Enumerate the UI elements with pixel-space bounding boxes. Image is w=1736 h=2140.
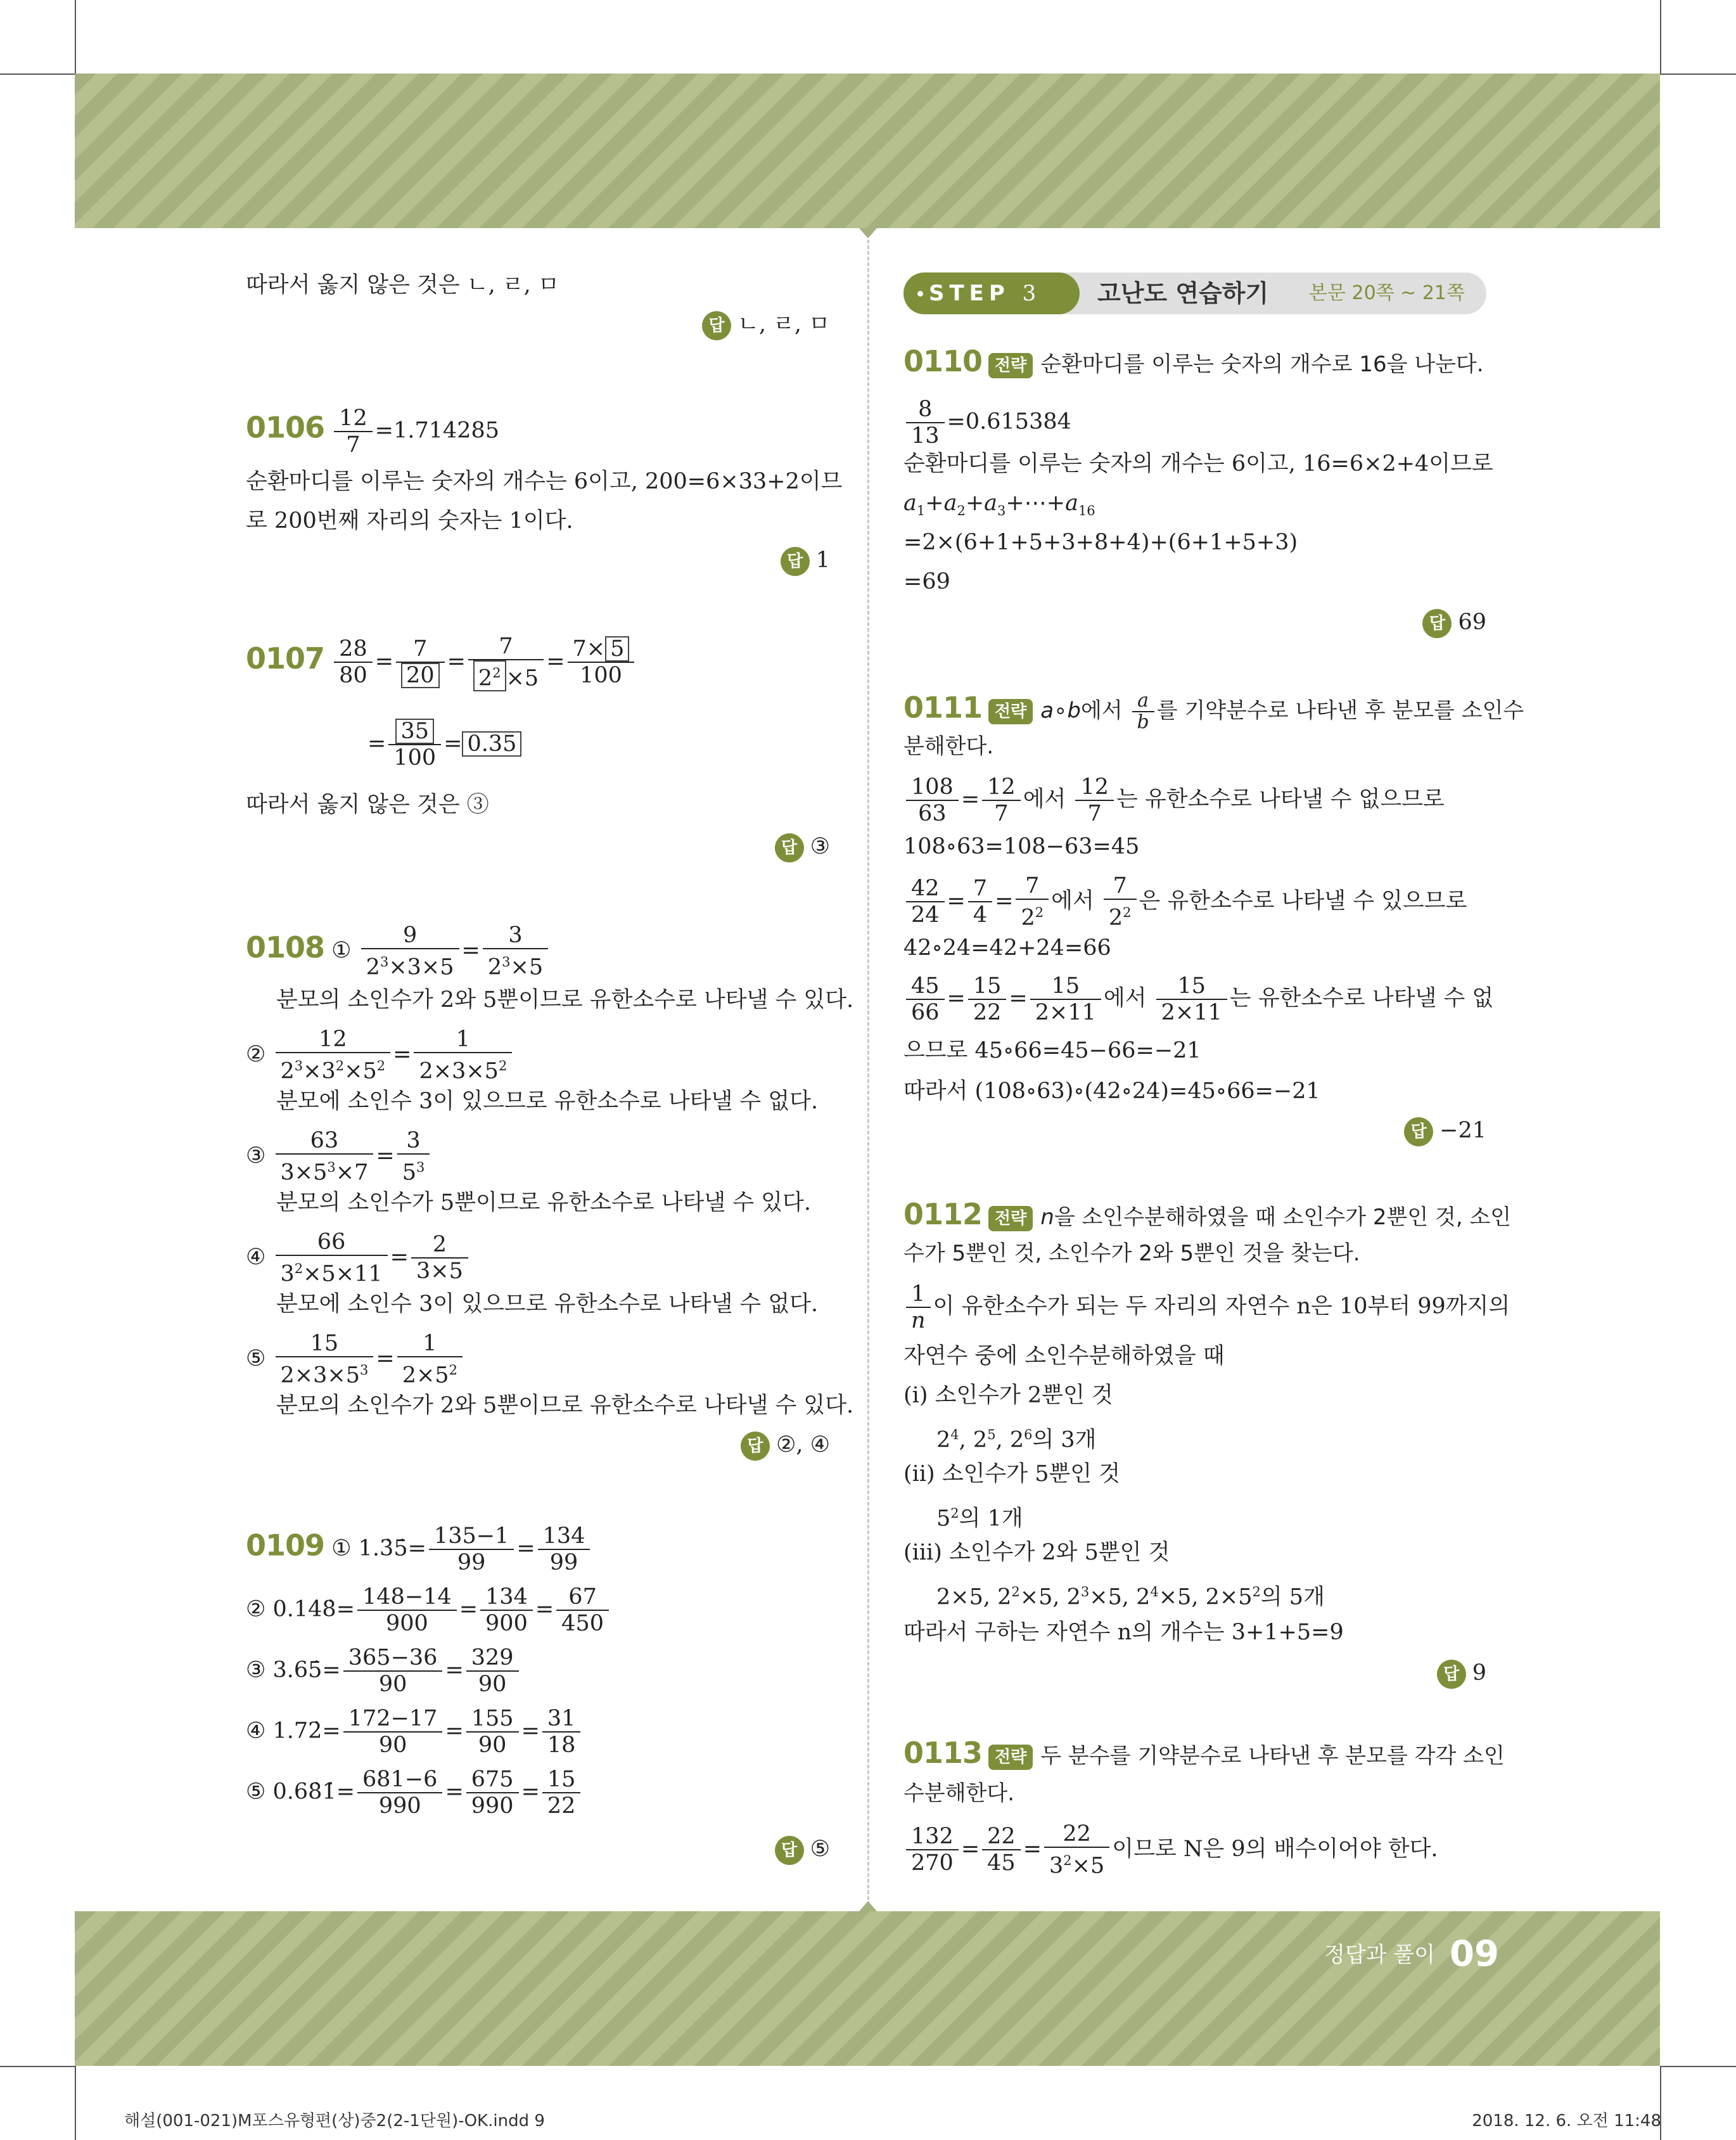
answer-badge: 답 [775,1836,804,1865]
choice-5: ⑤ $\frac{15}{2\times 3\times 5^3}$ = $\frac{1}{2\times 5^2}$ [246,1331,465,1388]
text-line: =69 [903,569,950,594]
choice-4: ④ 1.72̇= $\frac{172-17}{90}$ = $\frac{155}{90}$ = $\frac{31}{18}$ [246,1706,583,1758]
crop-mark [75,2066,76,2140]
choice-2: ② $\frac{12}{2^3\times 3^2\times 5^2}$ = $\frac{1}{2\times 3\times 5^2}$ [246,1027,514,1084]
text-line: 분모의 소인수가 2와 5뿐이므로 유한소수로 나타낼 수 있다. [276,987,854,1013]
fraction: $\frac{3}{2^3\times 5}$ [483,923,548,980]
reasoning-line: $\frac{42}{24}$ = $\frac{7}{4}$ = $\frac{7}{2^2}$ 에서 $\frac{7}{2^2}$ 은 유한소수로 나타낼 수 있으므로 [903,873,1467,931]
equation-line: $\frac{8}{13}$ =0.615384 [903,397,1071,449]
problem-0111-header: 0111 전략 a∘b에서 $\frac{a}{b}$ 를 기약분수로 나타낸 후 분모를 소인수 [903,689,1524,733]
problem-0109-header: 0109 ① 1.3̇5̇= $\frac{135-1}{99}$ = $\frac{134}{99}$ [246,1523,592,1575]
crop-mark [0,2066,75,2067]
footer-label: 정답과 풀이 [1324,1942,1436,1968]
choice-5: ⑤ 0.68̇1̇= $\frac{681-6}{990}$ = $\frac{675}{990}$ = $\frac{15}{22}$ [246,1767,583,1819]
strategy-text: 분해한다. [903,734,994,759]
answer-badge: 답 [775,833,804,862]
case-2-detail: $5^2$의 1개 [936,1506,1023,1532]
intro-line: 따라서 옳지 않은 것은 ㄴ, ㄹ, ㅁ [246,272,559,298]
problem-0107-line2: = $\frac{35}{100}$ = 0.35 [367,719,521,771]
problem-number: 0109 [246,1528,325,1563]
text-line: 분모에 소인수 3이 있으므로 유한소수로 나타낼 수 없다. [276,1291,819,1317]
problem-0113-header [903,1736,1505,1770]
strategy-text: 수분해한다. [903,1781,1015,1806]
column-divider [867,228,869,1911]
answer-value: −21 [1439,1118,1486,1143]
answer-value: ⑤ [810,1836,830,1862]
problem-0110-header [903,344,1484,378]
footer-band [75,1911,1660,2066]
problem-number: 0106 [246,410,325,445]
case-2: (ⅱ) 소인수가 5뿐인 것 [903,1461,1121,1487]
answer-value: ㄴ, ㄹ, ㅁ [737,312,830,337]
step-badge: STEP 3 [903,272,1080,314]
text-line: 자연수 중에 소인수분해하였을 때 [903,1343,1225,1369]
fraction: $\frac{7\times 5}{100}$ [568,636,635,688]
case-3: (ⅲ) 소인수가 2와 5뿐인 것 [903,1540,1170,1565]
fraction: $\frac{12}{7}$ [334,406,373,458]
blank-box: 5 [605,636,629,662]
text-line: 108∘63=108−63=45 [903,834,1140,859]
answer-0108 [741,1431,830,1461]
problem-number: 0112 [903,1197,983,1231]
text-line: 로 200번째 자리의 숫자는 1이다. [246,508,573,534]
sum-line: $a_1+a_2+a_3+\cdots+a_{16}$ [903,490,1095,518]
step-page-ref: 본문 20쪽 ~ 21쪽 [1308,282,1465,304]
answer-badge: 답 [1437,1660,1466,1689]
text-line: 42∘24=42+24=66 [903,935,1111,961]
answer-badge: 답 [741,1432,770,1461]
text-line: 분모의 소인수가 2와 5뿐이므로 유한소수로 나타낼 수 있다. [276,1393,854,1418]
choice-3: ③ 3.65̇= $\frac{365-36}{90}$ = $\frac{329}{90}$ [246,1645,521,1697]
reasoning-line: $\frac{132}{270}$ = $\frac{22}{45}$ = $\frac{22}{3^2\times 5}$ 이므로 N은 9의 배수이어야 한다. [903,1821,1438,1879]
answer-0109 [775,1835,830,1865]
crop-mark [1660,74,1736,75]
answer-0107 [775,833,830,862]
problem-number: 0110 [903,344,983,378]
strategy-tag: 전략 [988,699,1033,724]
answer-badge: 답 [1404,1117,1433,1146]
strategy-text: 수가 5뿐인 것, 소인수가 2와 5뿐인 것을 찾는다. [903,1241,1360,1266]
divider-notch-bottom [859,1901,877,1911]
fraction: $\frac{9}{2^3\times 3\times 5}$ [361,923,459,980]
problem-0108-header: 0108 ① $\frac{9}{2^3\times 3\times 5}$ = $\frac{3}{2^3\times 5}$ [246,923,551,980]
answer-0112 [1437,1659,1486,1689]
reasoning-line: $\frac{108}{63}$ = $\frac{12}{7}$ 에서 $\frac{12}{7}$ 는 유한소수로 나타낼 수 없으므로 [903,774,1445,826]
text-line: 분모의 소인수가 5뿐이므로 유한소수로 나타낼 수 있다. [276,1190,811,1215]
file-slug: 해설(001-021)M포스유형편(상)중2(2-1단원)-OK.indd 9 [124,2111,545,2130]
reasoning-line: $\frac{45}{66}$ = $\frac{15}{22}$ = $\frac{15}{2\times 11}$ 에서 $\frac{15}{2\times 11}$ 는 유한소수로 나타낼 수 없 [903,973,1493,1025]
answer-value: ③ [810,834,830,859]
answer-0110 [1422,608,1486,638]
blank-box: 35 [395,719,434,744]
step-title: 고난도 연습하기 [1097,279,1269,307]
answer-intro [702,311,830,340]
strategy-tag: 전략 [988,1745,1033,1770]
reasoning-line: $\frac{1}{n}$ 이 유한소수가 되는 두 자리의 자연수 n은 10부터 99까지의 [903,1281,1510,1333]
problem-0107-header: 0107 $\frac{28}{80}$ = $\frac{7}{20}$ = $\frac{7}{2^2 \times 5}$ = $\frac{7\times 5}{100}$ [246,634,637,691]
choice-3: ③ $\frac{63}{3\times 5^3\times 7}$ = $\frac{3}{5^3}$ [246,1128,432,1186]
divider-notch-top [859,228,877,238]
problem-number: 0107 [246,641,325,676]
problem-number: 0111 [903,690,983,725]
page-number: 09 [1450,1933,1499,1975]
fraction: $\frac{7}{20}$ [396,636,445,688]
answer-badge: 답 [1422,609,1452,638]
answer-value: 9 [1472,1660,1486,1686]
text-line: 따라서 구하는 자연수 n의 개수는 3+1+5=9 [903,1620,1344,1645]
text-line: 순환마디를 이루는 숫자의 개수는 6이고, 200=6×33+2이므 [246,469,843,494]
text-line: 분모에 소인수 3이 있으므로 유한소수로 나타낼 수 없다. [276,1089,819,1114]
answer-value: 69 [1458,610,1486,635]
text-line: 따라서 (108∘63)∘(42∘24)=45∘66=−21 [903,1079,1320,1104]
case-1: (ⅰ) 소인수가 2뿐인 것 [903,1383,1113,1408]
answer-badge: 답 [781,547,810,576]
strategy-text: 두 분수를 기약분수로 나타낸 후 분모를 각각 소인 [1040,1743,1505,1769]
strategy-tag: 전략 [988,353,1033,378]
strategy-text: 을 소인수분해하였을 때 소인수가 2뿐인 것, 소인 [1054,1205,1512,1230]
crop-mark [75,0,76,74]
date-slug: 2018. 12. 6. 오전 11:48 [1472,2111,1661,2130]
case-3-detail: 2×5, $2^2\times 5$, $2^3\times 5$, $2^4\times 5$, $2\times 5^2$의 5개 [936,1584,1325,1610]
problem-number: 0113 [903,1736,983,1770]
blank-box: 20 [401,663,440,688]
problem-0106-header [246,406,499,458]
equation: =1.714285 [374,418,500,444]
blank-box: 0.35 [462,731,521,757]
step-header [903,272,1486,314]
answer-0111 [1404,1117,1486,1146]
text-line: 순환마디를 이루는 숫자의 개수는 6이고, 16=6×2+4이므로 [903,451,1493,477]
answer-value: ②, ④ [775,1432,830,1458]
header-band [75,74,1660,228]
answer-0106 [781,546,830,576]
fraction: $\frac{7}{2^2 \times 5}$ [468,634,544,691]
problem-number: 0108 [246,930,325,964]
choice-4: ④ $\frac{66}{3^2\times 5\times 11}$ = $\frac{2}{3\times 5}$ [246,1229,471,1287]
crop-mark [1660,2066,1736,2067]
answer-badge: 답 [702,311,731,340]
text-line: 으므로 45∘66=45−66=−21 [903,1038,1201,1063]
case-1-detail: $2^4$, $2^5$, $2^6$의 3개 [936,1427,1097,1453]
text-line: =2×(6+1+5+3+8+4)+(6+1+5+3) [903,530,1298,555]
text-line: 따라서 옳지 않은 것은 ③ [246,792,489,817]
fraction: $\frac{35}{100}$ [388,719,441,771]
problem-0112-header: 0112 전략 n을 소인수분해하였을 때 소인수가 2뿐인 것, 소인 [903,1197,1512,1231]
strategy-tag: 전략 [988,1206,1033,1231]
strategy-text: 순환마디를 이루는 숫자의 개수로 16을 나눈다. [1040,352,1484,377]
fraction: $\frac{28}{80}$ [334,636,373,688]
choice-2: ② 0.14̇8̇= $\frac{148-14}{900}$ = $\frac{134}{900}$ = $\frac{67}{450}$ [246,1584,611,1636]
crop-mark [1660,0,1661,74]
strategy-text: 를 기약분수로 나타낸 후 분모를 소인수 [1156,698,1524,724]
crop-mark [0,74,75,75]
answer-value: 1 [815,548,830,573]
